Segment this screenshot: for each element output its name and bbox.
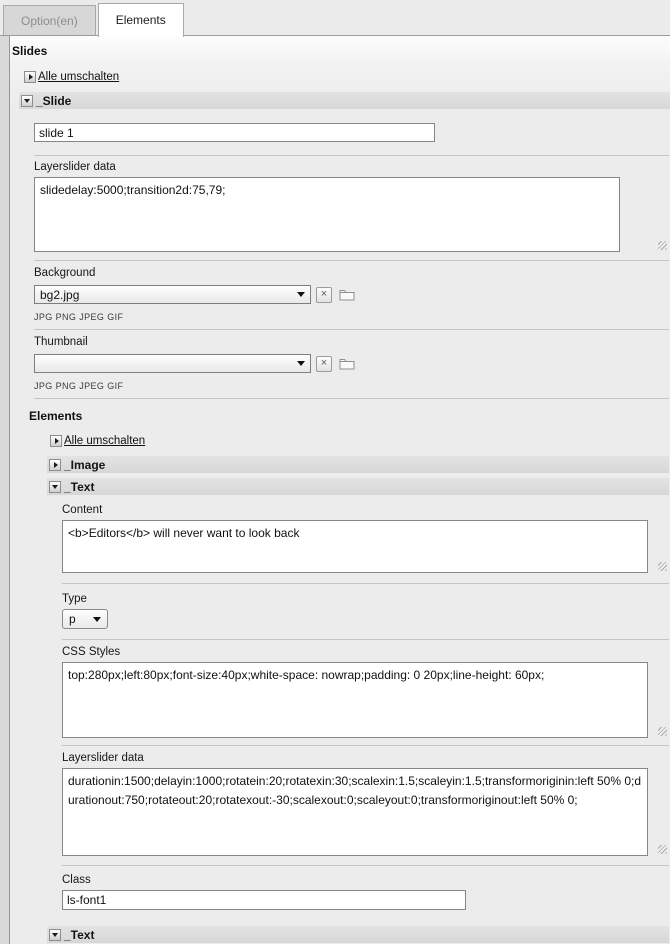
tab-options[interactable]: Option(en)	[3, 5, 96, 36]
image-section-label: _Image	[64, 457, 106, 472]
background-select[interactable]	[34, 285, 311, 304]
background-label: Background	[34, 267, 96, 279]
tab-bar	[0, 0, 670, 36]
text-layerslider-data-label: Layerslider data	[62, 752, 144, 764]
folder-browse-icon[interactable]	[339, 357, 355, 370]
slides-heading: Slides	[12, 44, 48, 58]
elements-panel	[10, 36, 670, 944]
text2-section-label: _Text	[64, 927, 95, 942]
elements-heading: Elements	[29, 409, 83, 423]
left-gutter	[0, 36, 10, 944]
thumbnail-filetypes: JPG PNG JPEG GIF	[34, 381, 124, 391]
type-select-value: p	[69, 612, 76, 626]
text-section-label: _Text	[64, 479, 95, 494]
dropdown-arrow-icon	[297, 361, 305, 366]
content-label: Content	[62, 504, 103, 516]
toggle-all-slides-link[interactable]: Alle umschalten	[38, 71, 120, 83]
clear-thumbnail-button[interactable]: ×	[316, 356, 332, 372]
text-section-header[interactable]	[47, 478, 669, 495]
image-section-header[interactable]	[47, 456, 669, 473]
dropdown-arrow-icon	[93, 617, 101, 622]
elements-subsection	[29, 398, 669, 943]
thumbnail-label: Thumbnail	[34, 336, 88, 348]
slide-layerslider-data-textarea[interactable]	[34, 177, 620, 252]
toggle-all-elements-link[interactable]: Alle umschalten	[64, 435, 146, 447]
css-styles-textarea[interactable]	[62, 662, 648, 738]
collapse-slide-icon[interactable]	[21, 95, 33, 107]
resize-handle-icon[interactable]	[658, 845, 667, 854]
content-textarea[interactable]	[62, 520, 648, 573]
css-styles-label: CSS Styles	[62, 646, 121, 658]
slide-title-input[interactable]	[34, 123, 435, 142]
clear-background-button[interactable]: ×	[316, 287, 332, 303]
expand-image-icon[interactable]	[49, 459, 61, 471]
collapse-text-icon[interactable]	[49, 481, 61, 493]
slide-section-label: _Slide	[36, 93, 72, 108]
background-select-value: bg2.jpg	[40, 287, 80, 302]
slide-section-header[interactable]	[19, 92, 670, 109]
tab-elements[interactable]: Elements	[98, 3, 184, 37]
thumbnail-select[interactable]	[34, 354, 311, 373]
background-filetypes: JPG PNG JPEG GIF	[34, 312, 124, 322]
text-layerslider-data-textarea[interactable]	[62, 768, 648, 856]
expand-all-icon[interactable]	[50, 435, 62, 447]
toggle-all-slides[interactable]	[24, 71, 670, 83]
text2-section-header[interactable]	[47, 926, 669, 943]
slide-fields	[29, 109, 669, 943]
resize-handle-icon[interactable]	[658, 562, 667, 571]
type-select[interactable]	[62, 609, 108, 629]
resize-handle-icon[interactable]	[658, 241, 667, 250]
folder-browse-icon[interactable]	[339, 288, 355, 301]
toggle-all-elements[interactable]	[50, 435, 669, 447]
expand-all-icon[interactable]	[24, 71, 36, 83]
class-input[interactable]	[62, 890, 466, 910]
type-label: Type	[62, 593, 87, 605]
main-area	[0, 36, 670, 944]
dropdown-arrow-icon	[297, 292, 305, 297]
text-element-fields	[62, 495, 669, 910]
collapse-text2-icon[interactable]	[49, 929, 61, 941]
class-label: Class	[62, 874, 91, 886]
resize-handle-icon[interactable]	[658, 727, 667, 736]
layerslider-data-label: Layerslider data	[34, 161, 116, 173]
